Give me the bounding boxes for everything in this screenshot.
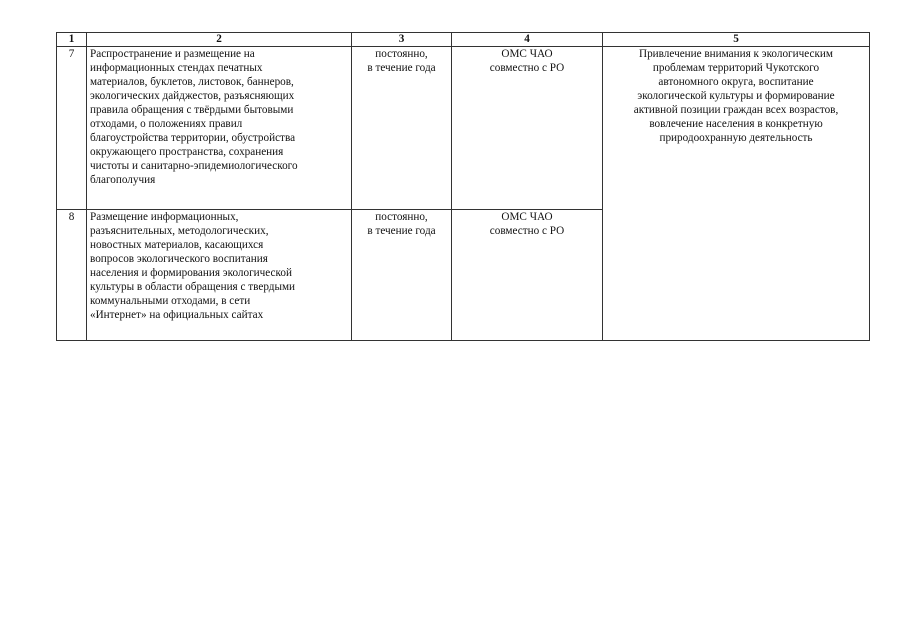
text-line: проблемам территорий Чукотского [652,62,820,74]
text-line: окружающего пространства, сохранения [90,146,284,158]
text-line: ОМС ЧАО [501,211,553,223]
text-line: активной позиции граждан всех возрастов, [633,104,839,116]
text-line: благополучия [90,174,156,186]
text-line: разъяснительных, методологических, [90,225,269,237]
text-line: совместно с РО [489,62,565,74]
text-line: экологической культуры и формирование [637,90,835,102]
text-line: вовлечение населения в конкретную [649,118,823,130]
text-line: чистоты и санитарно-эпидемиологического [90,160,298,172]
header-col-4: 4 [452,33,603,47]
row-number: 8 [57,210,87,341]
header-col-5: 5 [603,33,870,47]
text-line: вопросов экологического воспитания [90,253,268,265]
text-line: новостных материалов, касающихся [90,239,264,251]
text-line: экологических дайджестов, разъясняющих [90,90,295,102]
text-line: в течение года [367,225,436,237]
measure-term [352,210,452,341]
text-line: Привлечение внимания к экологическим [639,48,833,60]
text-line: правила обращения с твёрдыми бытовыми [90,104,294,116]
text-line: постоянно, [375,211,428,223]
header-col-1: 1 [57,33,87,47]
header-col-2: 2 [87,33,352,47]
text-line: ОМС ЧАО [501,48,553,60]
row-number: 7 [57,47,87,210]
text-line: коммунальными отходами, в сети [90,295,251,307]
header-col-3: 3 [352,33,452,47]
table-row [57,47,870,210]
text-line: отходами, о положениях правил [90,118,243,130]
text-line: автономного округа, воспитание [658,76,814,88]
text-line: Распространение и размещение на [90,48,255,60]
measure-executor [452,210,603,341]
text-line: постоянно, [375,48,428,60]
measures-table [56,32,870,341]
text-line: природоохранную деятельность [659,132,813,144]
text-line: совместно с РО [489,225,565,237]
text-line: населения и формирования экологической [90,267,292,279]
text-line: информационных стендах печатных [90,62,263,74]
text-line: материалов, буклетов, листовок, баннеров, [90,76,294,88]
measure-executor [452,47,603,210]
measure-description [87,210,352,341]
text-line: Размещение информационных, [90,211,239,223]
text-line: в течение года [367,62,436,74]
text-line: «Интернет» на официальных сайтах [90,309,264,321]
measure-description [87,47,352,210]
header-row [57,33,870,47]
expected-result [603,47,870,341]
text-line: благоустройства территории, обустройства [90,132,296,144]
measure-term [352,47,452,210]
text-line: культуры в области обращения с твердыми [90,281,296,293]
